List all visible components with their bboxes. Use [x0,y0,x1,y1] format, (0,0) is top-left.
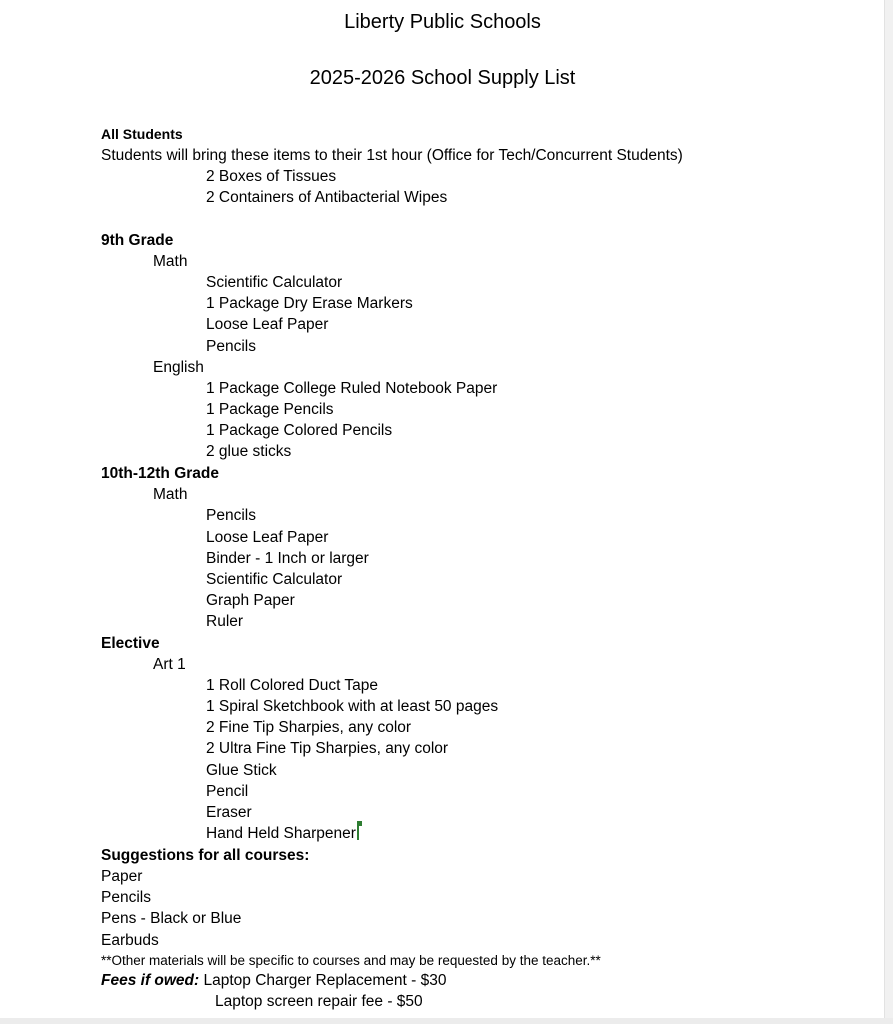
list-item: 1 Package College Ruled Notebook Paper [206,380,498,397]
list-item: Eraser [206,804,252,821]
subject-label-math: Math [153,253,188,270]
list-item: 2 Fine Tip Sharpies, any color [206,719,412,736]
subject-label-art: Art 1 [153,656,186,673]
list-item: Paper [101,868,143,885]
list-item: 2 glue sticks [206,443,292,460]
list-item: Loose Leaf Paper [206,529,329,546]
list-item: Scientific Calculator [206,274,343,291]
vertical-scrollbar[interactable] [884,0,893,1024]
document-title: Liberty Public Schools [344,11,541,33]
list-item: 2 Ultra Fine Tip Sharpies, any color [206,740,449,757]
fees-line [101,970,446,991]
list-item: 1 Roll Colored Duct Tape [206,677,379,694]
list-item-with-cursor[interactable] [206,823,359,844]
list-item: 2 Containers of Antibacterial Wipes [206,189,448,206]
fee-item: Laptop Charger Replacement - $30 [203,972,447,989]
list-item: 1 Spiral Sketchbook with at least 50 pages [206,698,499,715]
section-heading-all-students: All Students [101,126,183,142]
list-item: Earbuds [101,932,159,949]
list-item: 1 Package Dry Erase Markers [206,295,413,312]
fees-label: Fees if owed: [101,972,200,989]
section-heading-elective: Elective [101,635,160,652]
list-item-text: Hand Held Sharpener [206,825,356,842]
list-item: Pens - Black or Blue [101,910,242,927]
subject-label-english: English [153,359,204,376]
list-item: 1 Package Colored Pencils [206,422,393,439]
list-item: Pencils [101,889,151,906]
all-students-note: Students will bring these items to their 1st hour (Office for Tech/Concurrent Students) [101,147,683,164]
section-heading-10th-12th-grade: 10th-12th Grade [101,465,220,482]
list-item: Pencil [206,783,249,800]
section-heading-9th-grade: 9th Grade [101,232,174,249]
list-item: 1 Package Pencils [206,401,334,418]
footnote: **Other materials will be specific to courses and may be requested by the teacher.** [101,953,601,968]
window-bottom-edge [0,1018,893,1024]
list-item: Pencils [206,338,256,355]
section-heading-suggestions: Suggestions for all courses: [101,847,310,864]
fee-item: Laptop screen repair fee - $50 [215,993,423,1010]
list-item: Glue Stick [206,762,277,779]
list-item: Pencils [206,507,256,524]
document-subtitle: 2025-2026 School Supply List [309,67,576,89]
list-item: Scientific Calculator [206,571,343,588]
list-item: Loose Leaf Paper [206,316,329,333]
list-item: Binder - 1 Inch or larger [206,550,369,567]
list-item: Ruler [206,613,244,630]
subject-label-math: Math [153,486,188,503]
list-item: Graph Paper [206,592,295,609]
list-item: 2 Boxes of Tissues [206,168,337,185]
text-cursor-icon [357,824,359,840]
